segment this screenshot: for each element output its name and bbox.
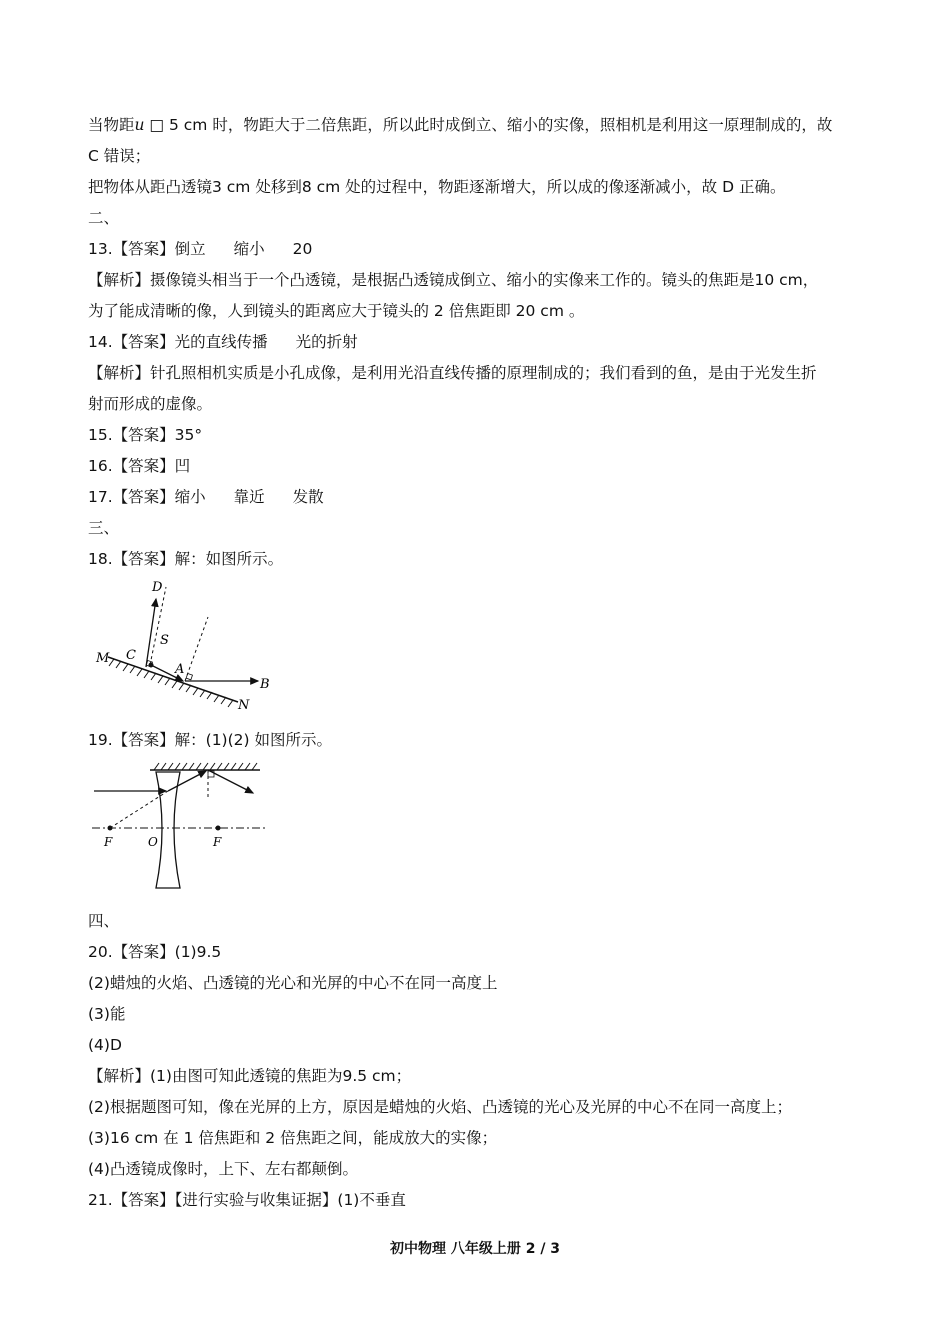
explanation-line: 为了能成清晰的像，人到镜头的距离应大于镜头的 2 倍焦距即 20 cm 。 (88, 302, 585, 320)
concave-lens (156, 772, 180, 888)
label-s: S (160, 633, 169, 648)
paragraph-line: 把物体从距凸透镜3 cm 处移到8 cm 处的过程中，物距逐渐增大，所以成的像逐渐减小，故 D 正确。 (88, 178, 786, 196)
answer-line: (3)能 (88, 1005, 126, 1023)
paragraph-line (88, 110, 868, 141)
label-n: N (238, 698, 250, 713)
explanation-line: 【解析】摄像镜头相当于一个凸透镜，是根据凸透镜成倒立、缩小的实像来工作的。镜头的焦距是10 cm， (88, 271, 819, 289)
explanation-line: 【解析】(1)由图可知此透镜的焦距为9.5 cm； (88, 1067, 412, 1085)
label-f-right: F (213, 835, 222, 849)
label-c: C (126, 648, 136, 663)
label-a: A (175, 662, 185, 677)
answer-text: 发散 (292, 488, 324, 506)
answer-text: 光的折射 (295, 333, 358, 351)
answer-14 (88, 327, 868, 358)
focal-point-left (108, 826, 113, 831)
answer-line: (4)D (88, 1036, 122, 1054)
explanation-line: (2)根据题图可知，像在光屏的上方，原因是蜡烛的火焰、凸透镜的光心及光屏的中心不在同一高度上； (88, 1098, 792, 1116)
answer-18: 18.【答案】解：如图所示。 (88, 550, 284, 568)
normal-dashed-a (185, 617, 208, 681)
section-heading: 三、 (88, 519, 120, 537)
answer-text: 17.【答案】缩小 (88, 488, 206, 506)
label-b: B (260, 677, 270, 692)
text: 当物距 (88, 116, 135, 134)
mirror-hatching (109, 659, 233, 707)
label-f-left: F (104, 835, 113, 849)
label-o: O (148, 835, 158, 849)
answer-text: 20 (292, 240, 313, 258)
focal-point-right (216, 826, 221, 831)
label-m: M (96, 651, 110, 666)
document-body (88, 110, 868, 1216)
answer-line: (2)蜡烛的火焰、凸透镜的光心和光屏的中心不在同一高度上 (88, 974, 498, 992)
mirror-hatching (154, 763, 257, 770)
label-d: D (152, 580, 163, 595)
answer-text: 缩小 (233, 240, 265, 258)
section-heading: 二、 (88, 209, 120, 227)
answer-20: 20.【答案】(1)9.5 (88, 943, 222, 961)
virtual-ray-extension (110, 791, 168, 828)
reflected-ray-cd (146, 599, 156, 667)
paragraph-line: C 错误； (88, 147, 151, 165)
variable-u: u (134, 116, 145, 134)
reflection-diagram (88, 577, 288, 717)
concave-lens-diagram (88, 758, 288, 898)
answer-text: 靠近 (233, 488, 265, 506)
source-point-s (149, 663, 154, 668)
answer-text: 14.【答案】光的直线传播 (88, 333, 268, 351)
answer-17 (88, 482, 868, 513)
section-heading: 四、 (88, 912, 120, 930)
answer-16: 16.【答案】凹 (88, 457, 191, 475)
text: □ 5 cm 时，物距大于二倍焦距，所以此时成倒立、缩小的实像，照相机是利用这一原理制成的，故 (144, 116, 833, 134)
answer-15: 15.【答案】35° (88, 426, 203, 444)
explanation-line: (4)凸透镜成像时，上下、左右都颠倒。 (88, 1160, 358, 1178)
explanation-line: 【解析】针孔照相机实质是小孔成像，是利用光沿直线传播的原理制成的；我们看到的鱼，是由于光发生折 (88, 364, 817, 382)
explanation-line: 射而形成的虚像。 (88, 395, 213, 413)
answer-21: 21.【答案】【进行实验与收集证据】(1)不垂直 (88, 1191, 406, 1209)
answer-13 (88, 234, 868, 265)
refracted-ray (168, 771, 206, 791)
explanation-line: (3)16 cm 在 1 倍焦距和 2 倍焦距之间，能成放大的实像； (88, 1129, 498, 1147)
reflected-ray (208, 770, 253, 793)
answer-19: 19.【答案】解：(1)(2) 如图所示。 (88, 731, 332, 749)
page-footer: 初中物理 八年级上册 2 / 3 (389, 1241, 561, 1257)
right-angle-mark (186, 673, 192, 679)
answer-text: 13.【答案】倒立 (88, 240, 206, 258)
